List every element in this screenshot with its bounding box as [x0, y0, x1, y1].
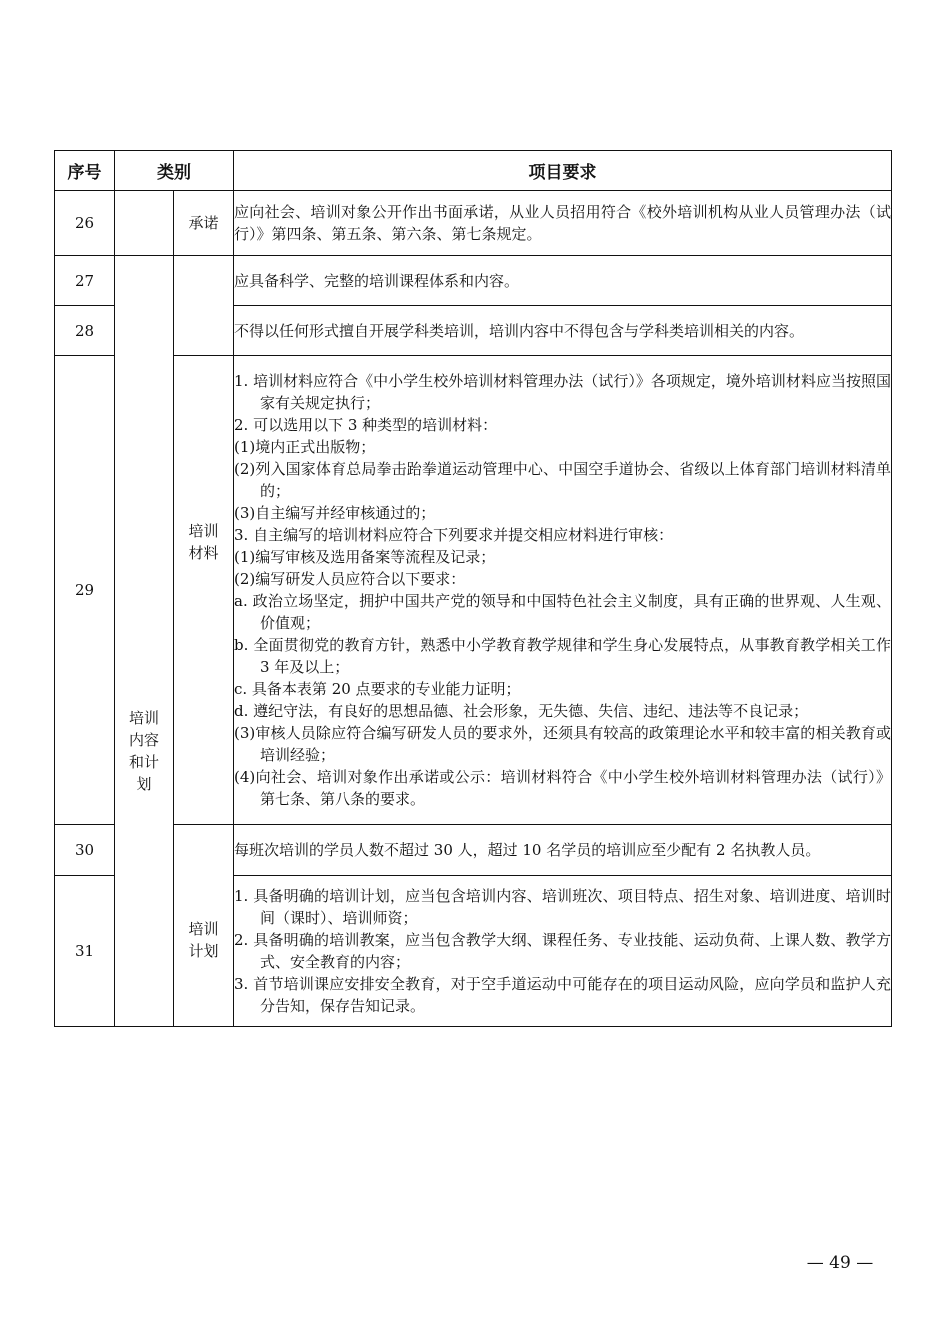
category-label: 培训内容和计划 — [128, 709, 159, 793]
list-item: 3. 首节培训课应安排安全教育，对于空手道运动中可能存在的项目运动风险，应向学员和监护人充分告知，保存告知记录。 — [234, 975, 891, 1015]
subcategory-commitment: 承诺 — [174, 191, 234, 256]
requirement-text-block — [234, 876, 892, 1027]
list-item: b. 全面贯彻党的教育方针，熟悉中小学教育教学规律和学生身心发展特点，从事教育教学相关工作 3 年及以上； — [234, 636, 891, 676]
row-number: 26 — [55, 191, 115, 256]
table-row — [55, 356, 892, 825]
row-number: 30 — [55, 825, 115, 876]
subcategory-label: 培训计划 — [188, 919, 219, 960]
table-row — [55, 825, 892, 876]
row-number: 28 — [55, 306, 115, 356]
header-requirement: 项目要求 — [234, 151, 892, 191]
list-item: 3. 自主编写的培训材料应符合下列要求并提交相应材料进行审核： — [234, 526, 674, 544]
list-item: (4)向社会、培训对象作出承诺或公示：培训材料符合《中小学生校外培训材料管理办法（试行）》第七条、第八条的要求。 — [234, 768, 891, 808]
requirement-text: 应具备科学、完整的培训课程体系和内容。 — [234, 256, 892, 306]
list-item: c. 具备本表第 20 点要求的专业能力证明； — [234, 680, 521, 698]
list-item: 1. 具备明确的培训计划，应当包含培训内容、培训班次、项目特点、招生对象、培训进度、培训时间（课时）、培训师资； — [234, 887, 891, 927]
requirement-text-block — [234, 356, 892, 825]
list-item: (2)编写研发人员应符合以下要求： — [234, 570, 466, 588]
row-number: 29 — [55, 356, 115, 825]
page-number: — 49 — — [806, 1253, 874, 1273]
requirement-text: 不得以任何形式擅自开展学科类培训，培训内容中不得包含与学科类培训相关的内容。 — [234, 306, 892, 356]
subcategory-training-materials — [174, 356, 234, 825]
requirement-text: 每班次培训的学员人数不超过 30 人，超过 10 名学员的培训应至少配有 2 名执教人员。 — [234, 825, 892, 876]
list-item: (1)编写审核及选用备案等流程及记录； — [234, 548, 496, 566]
subcategory-label: 培训材料 — [188, 522, 219, 562]
list-item: a. 政治立场坚定，拥护中国共产党的领导和中国特色社会主义制度，具有正确的世界观、人生观、价值观； — [234, 592, 891, 632]
list-item: (3)自主编写并经审核通过的； — [234, 504, 436, 522]
category-empty-cell — [115, 191, 174, 256]
list-item: (2)列入国家体育总局拳击跆拳道运动管理中心、中国空手道协会、省级以上体育部门培训材料清单的； — [234, 460, 891, 500]
requirement-text: 应向社会、培训对象公开作出书面承诺，从业人员招用符合《校外培训机构从业人员管理办法（试行）》第四条、第五条、第六条、第七条规定。 — [234, 191, 892, 256]
table-row — [55, 256, 892, 306]
list-item: (3)审核人员除应符合编写研发人员的要求外，还须具有较高的政策理论水平和较丰富的相关教育或培训经验； — [234, 724, 891, 764]
header-category: 类别 — [115, 151, 234, 191]
row-number: 31 — [55, 876, 115, 1027]
list-item: 2. 具备明确的培训教案，应当包含教学大纲、课程任务、专业技能、运动负荷、上课人数、教学方式、安全教育的内容； — [234, 931, 891, 971]
subcategory-empty-cell — [174, 256, 234, 356]
list-item: d. 遵纪守法，有良好的思想品德、社会形象，无失德、失信、违纪、违法等不良记录； — [234, 702, 809, 720]
list-item: (1)境内正式出版物； — [234, 438, 376, 456]
subcategory-training-plan — [174, 825, 234, 1027]
header-no: 序号 — [55, 151, 115, 191]
list-item: 1. 培训材料应符合《中小学生校外培训材料管理办法（试行）》各项规定，境外培训材料应当按照国家有关规定执行； — [234, 372, 891, 412]
table-header-row — [55, 151, 892, 191]
category-training-content-plan — [115, 256, 174, 1027]
list-item: 2. 可以选用以下 3 种类型的培训材料： — [234, 416, 498, 434]
table-row — [55, 191, 892, 256]
requirements-table — [54, 150, 892, 1027]
row-number: 27 — [55, 256, 115, 306]
